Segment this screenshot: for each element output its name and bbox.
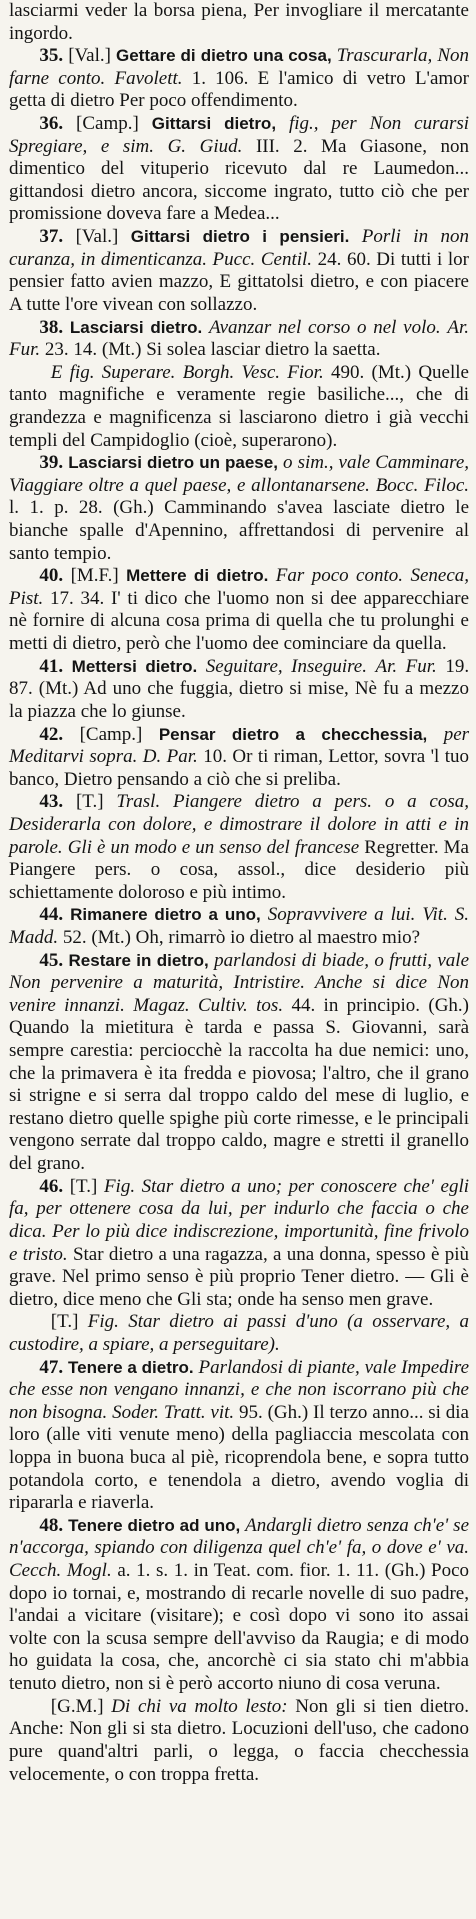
entry-text: 24. 60. Di tutti i lor pensier fatto avien mazzo, E gittatolsi dietro, e con piacere A tutte l'ore vivean con sollazzo. — [9, 248, 470, 315]
entry-number: 40. — [39, 565, 64, 587]
entry-citation: Soder. Tratt. vit. — [112, 1401, 235, 1423]
entry-definition: E fig. Superare. — [50, 361, 176, 383]
entry-38-figurative — [9, 362, 469, 452]
entry-43 — [9, 791, 469, 904]
entry-text: III. 2. Ma Giasone, non dimentico del vituperio ricevuto dal re Laumedon... gittandosi dietro ancora, siccome ingrato, tutto ciò che per promissione doveva fare a Medea... — [9, 135, 470, 225]
entry-continuation — [9, 0, 469, 45]
entry-definition: parlandosi di biade, o frutti, vale Non pervenire a maturità, Intristire. Anche si dice Non venire innanzi. — [9, 949, 470, 1016]
entry-text: Regretter. Ma Piangere pers. o cosa, assol., dice desiderio più schiettamente doloroso e più intimo. — [9, 836, 469, 903]
entry-source-tag: [T.] — [75, 791, 104, 813]
entry-source-tag: [M.F.] — [70, 565, 119, 587]
entry-definition: Trascurarla, Non farne conto. — [9, 45, 470, 89]
entry-number: 41. — [39, 655, 64, 677]
entry-41 — [9, 656, 469, 724]
entry-37 — [9, 226, 469, 316]
entry-39 — [9, 452, 469, 565]
entry-citation: Ar. Fur. — [9, 316, 470, 361]
entry-text: a. 1. s. 1. in Teat. com. fior. 1. 11. (Gh.) Poco dopo io tornai, e, mostrando di recarle novelle di suo padre, l'andai a vicitare (visitare); e così dopo vi sono ito assai volte con la scusa sempre dell'avviso da Raugia; e di modo ho guidata la cosa, che, ancorchè ci sia stato chi m'abbia tenuto dietro, non si è però accorto niuno di cosa veruna. — [9, 1560, 470, 1695]
entry-headword: Tenere dietro ad uno, — [68, 1515, 241, 1535]
entry-headword: Gittarsi dietro i pensieri. — [130, 227, 350, 247]
entry-definition: fig., per Non curarsi Spregiare, e sim. — [9, 113, 470, 157]
entry-text: 19. 87. (Mt.) Ad uno che fuggia, dietro si mise, Nè fu a mezzo la piazza che lo giunse. — [9, 655, 470, 722]
entry-text: 1. 106. E l'amico di vetro L'amor getta di dietro Per poco offendimento. — [9, 67, 470, 112]
entry-citation: Borgh. Vesc. Fior. — [182, 361, 324, 383]
entry-number: 47. — [39, 1356, 64, 1378]
entry-number: 39. — [39, 452, 64, 474]
entry-46 — [9, 1176, 469, 1312]
entry-45 — [9, 950, 469, 1176]
entry-number: 37. — [39, 226, 64, 248]
entry-citation: Vit. S. Madd. — [9, 904, 469, 948]
entry-text: Star dietro a una ragazza, a una donna, spesso è più grave. Nel primo senso è più proprio Tener dietro. — Gli è dietro, dice meno che Gli sta; onde ha senso men grave. — [9, 1243, 470, 1310]
entry-headword: Gettare di dietro una cosa, — [116, 46, 332, 66]
entry-citation: Favolett. — [114, 67, 183, 89]
entry-number: 44. — [39, 904, 64, 926]
entry-headword: Lasciarsi dietro. — [69, 317, 203, 337]
entry-number: 46. — [39, 1175, 64, 1197]
entry-citation: Pucc. Centil. — [212, 248, 313, 270]
entry-48-subsense — [9, 1696, 469, 1786]
entry-text: 23. 14. (Mt.) Si solea lasciar dietro la saetta. — [44, 339, 381, 361]
entry-definition: Trasl. Piangere dietro a pers. o a cosa, Desiderarla con dolore, e dimostrare il dolore in atti e in parole. Gli è un modo e un senso del francese — [9, 791, 470, 858]
entry-number: 38. — [39, 316, 64, 338]
entry-headword: Mettere di dietro. — [126, 566, 269, 586]
entry-definition: Andargli dietro senza ch'e' se n'accorga, spiando con diligenza quel ch'e' fa, o dove e' va. — [9, 1514, 469, 1559]
entry-40 — [9, 565, 469, 655]
entry-definition: Porli in non curanza, in dimenticanza. — [9, 226, 470, 270]
entry-citation: G. Giud. — [167, 135, 243, 157]
entry-number: 48. — [39, 1514, 64, 1536]
entry-text: l. 1. p. 28. (Gh.) Camminando s'avea lasciate dietro le bianche spalle d'Apennino, affrettandosi di pervenire al santo tempio. — [9, 497, 469, 564]
entry-citation: Cecch. Mogl. — [9, 1560, 112, 1582]
entry-text: lasciarmi veder la borsa piena, Per invogliare il mercatante ingordo. — [9, 0, 469, 44]
entry-text: 95. (Gh.) Il terzo anno... si dia loro (alle viti venute meno) della pagliaccia mescolata con loppa in buona buca al piè, ricoprendola bene, e sopra tutto potandola corto, e tenendola a dietro, avendo voglia di ripararla e riaverla. — [9, 1401, 469, 1514]
entry-number: 42. — [39, 723, 64, 745]
entry-source-tag: [Camp.] — [79, 723, 143, 745]
entry-35 — [9, 45, 469, 113]
entry-46-subsense — [9, 1311, 469, 1356]
entry-citation: Bocc. Filoc. — [375, 474, 470, 496]
entry-48 — [9, 1515, 469, 1696]
entry-text: Non gli si tien dietro. Anche: Non gli si sta dietro. Locuzioni dell'uso, che cadono pure quand'altri parli, o legga, o faccia checchessia velocemente, o con troppa fretta. — [9, 1695, 470, 1785]
entry-text: 490. (Mt.) Quelle tanto magnifiche e veramente regie basiliche..., che di grandezza e magnificenza si lasciarono dietro i già vecchi templi del Campidoglio (cioè, superarono). — [9, 361, 469, 451]
entry-definition: Far poco conto. — [275, 565, 404, 587]
entry-definition: Fig. Star dietro a uno; per conoscere che' egli fa, per ottenere cosa da lui, per indurlo che faccia o che dica. Per lo più dice indiscrezione, importunità, fine frivolo e tristo. — [9, 1175, 470, 1265]
entry-source-tag: [T.] — [50, 1311, 79, 1333]
entry-source-tag: [Camp.] — [76, 113, 139, 135]
entry-citation: Magaz. Cultiv. tos. — [133, 994, 284, 1016]
entry-headword: Rimanere dietro a uno, — [70, 905, 261, 925]
entry-44 — [9, 904, 469, 949]
entry-definition: Fig. Star dietro ai passi d'uno (a osservare, a custodire, a spiare, a perseguitare). — [9, 1311, 469, 1355]
entry-number: 36. — [39, 113, 64, 135]
entry-36 — [9, 113, 469, 226]
entry-42 — [9, 724, 469, 792]
entry-number: 43. — [39, 791, 64, 813]
entry-definition: Seguitare, Inseguire. — [205, 655, 367, 677]
entry-text: 17. 34. I' ti dico che l'uomo non si dee apparecchiare nè fornire di alcuna cosa prima di quella che tu prolunghi e metti di dietro, però che l'uomo dee cominciare da quella. — [9, 587, 470, 655]
entry-citation: Ar. Fur. — [375, 655, 437, 677]
entry-headword: Gittarsi dietro, — [151, 114, 277, 134]
entry-citation: Seneca, Pist. — [9, 565, 470, 609]
entry-38 — [9, 317, 469, 362]
entry-text: 44. in principio. (Gh.) Quando la mietitura è tarda e passa S. Giovanni, sarà sempre carestia: perciocchè la raccolta ha due nemici: uno, che la primavera è ita fredda e piovosa; l'altro, che il grano si strigne e si serra dal troppo caldo del mese di luglio, e restano dietro quelle spighe più corte rimesse, e le principali vengono serrate dal troppo caldo, magre e stretti il granello del grano. — [9, 994, 469, 1175]
entry-headword: Lasciarsi dietro un paese, — [68, 453, 278, 473]
entry-number: 35. — [39, 45, 64, 67]
entry-source-tag: [Val.] — [68, 45, 111, 67]
entry-headword: Tenere a dietro. — [68, 1357, 194, 1377]
entry-headword: Pensar dietro a checchessia, — [158, 724, 428, 744]
entry-source-tag: [Val.] — [75, 226, 119, 248]
entry-citation: D. Par. — [142, 746, 198, 768]
entry-headword: Restare in dietro, — [68, 950, 209, 970]
entry-headword: Mettersi dietro. — [71, 656, 198, 676]
entry-text: 10. Or ti riman, Lettor, sovra 'l tuo banco, Dietro pensando a ciò che si preliba. — [9, 746, 470, 790]
entry-definition: Avanzar nel corso o nel volo. — [209, 316, 441, 338]
entry-47 — [9, 1357, 469, 1515]
entry-text: 52. (Mt.) Oh, rimarrò io dietro al maestro mio? — [62, 926, 421, 948]
entry-definition: Parlandosi di piante, vale Impedire che esse non vengano innanzi, e che non iscorrano più che non bisogna. — [9, 1356, 470, 1423]
entry-definition: Sopravvivere a lui. — [267, 904, 416, 926]
entry-definition: per Meditarvi sopra. — [9, 723, 470, 768]
entry-definition: o sim., vale Camminare, Viaggiare oltre a quel paese, e allontanarsene. — [9, 452, 470, 496]
entry-source-tag: [G.M.] — [50, 1695, 104, 1717]
entry-source-tag: [T.] — [69, 1175, 98, 1197]
entry-definition: Di chi va molto lesto: — [111, 1695, 288, 1717]
entry-number: 45. — [39, 949, 64, 971]
